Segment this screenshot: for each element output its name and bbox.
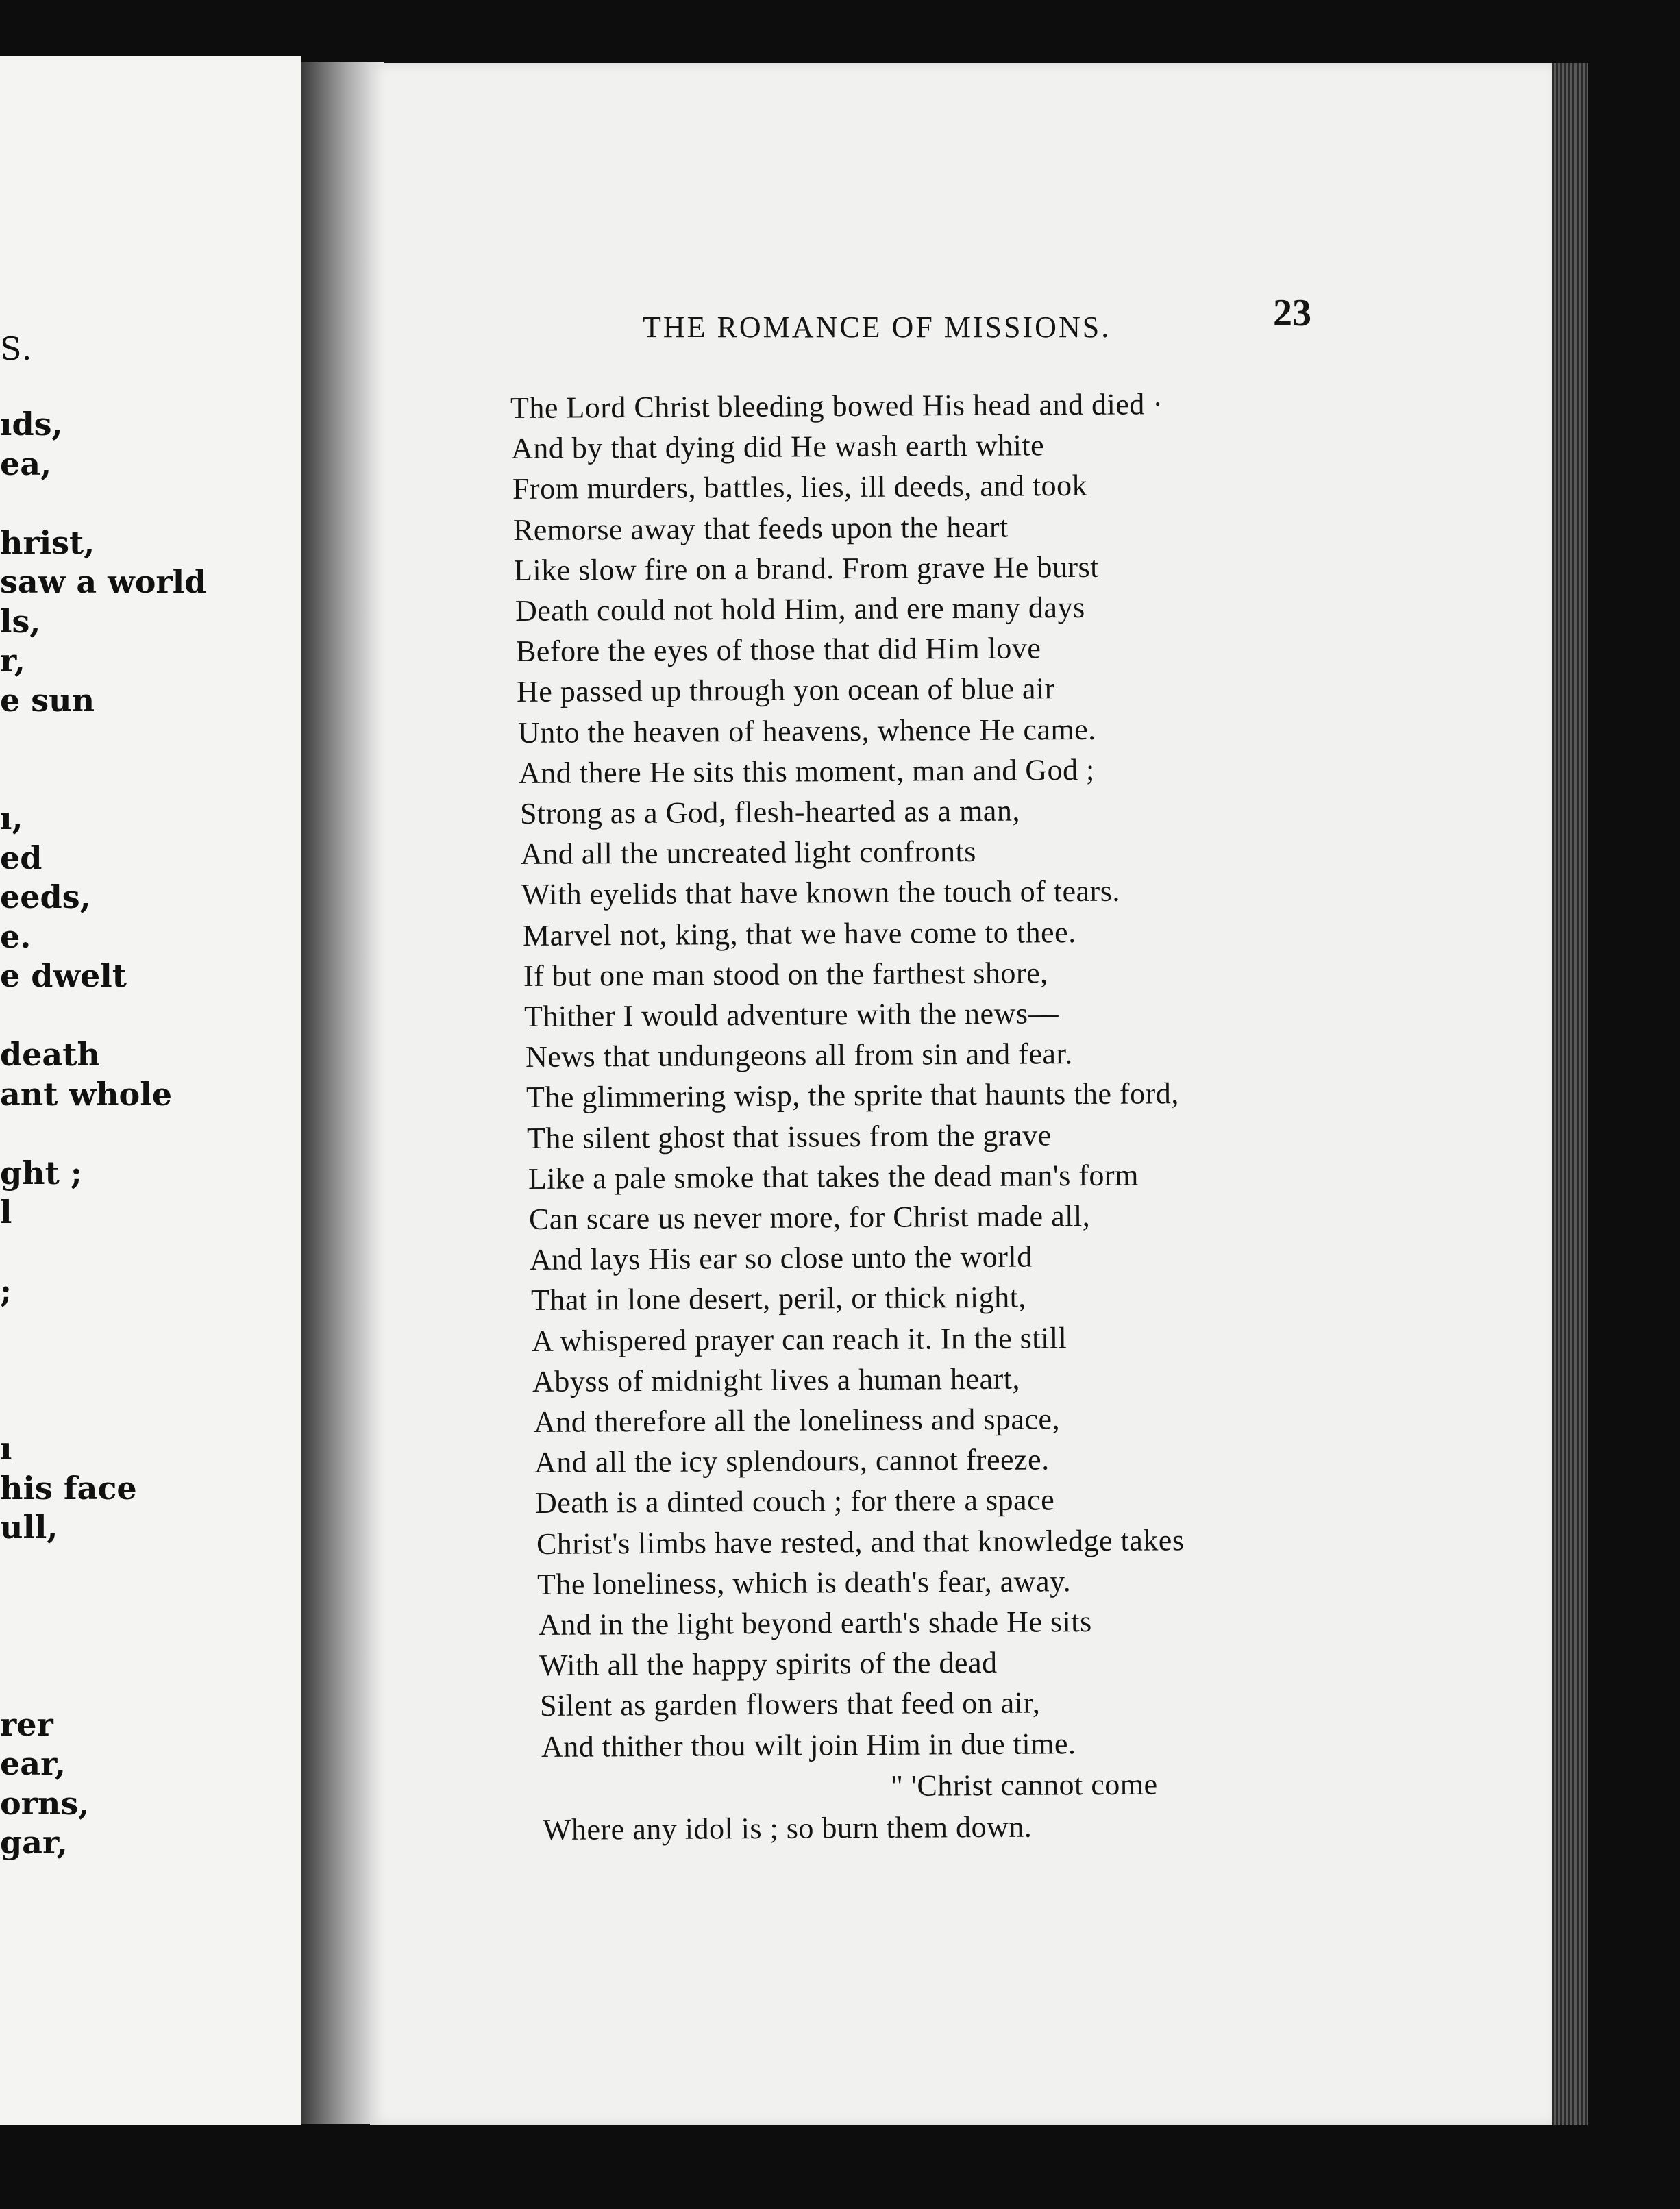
left-page-line: hrist, bbox=[0, 523, 95, 561]
left-page-line: l bbox=[0, 1194, 12, 1231]
poem-line: Before the eyes of those that did Him love bbox=[515, 631, 1041, 669]
poem-line: The loneliness, which is death's fear, away. bbox=[536, 1564, 1072, 1601]
poem-line: And all the uncreated light confronts bbox=[520, 835, 976, 872]
poem-line: Abyss of midnight lives a human heart, bbox=[532, 1361, 1021, 1398]
poem-line: Where any idol is ; so burn them down. bbox=[542, 1810, 1033, 1847]
poem-line: Christ's limbs have rested, and that knowledge takes bbox=[536, 1522, 1185, 1561]
poem-line: Death is a dinted couch ; for there a space bbox=[535, 1483, 1055, 1520]
poem-line: Marvel not, king, that we have come to thee. bbox=[522, 915, 1076, 952]
poem-line: If but one man stood on the farthest shore, bbox=[523, 956, 1048, 993]
left-page-line: ea, bbox=[0, 445, 52, 482]
left-page-line: ear, bbox=[0, 1745, 66, 1782]
left-page-line: ull, bbox=[0, 1509, 58, 1546]
left-page-line: eeds, bbox=[0, 878, 91, 915]
poem-line: And by that dying did He wash earth white bbox=[511, 428, 1045, 466]
left-running-head: S. bbox=[0, 330, 34, 367]
page-edge bbox=[1552, 63, 1588, 2125]
left-page-line: e dwelt bbox=[0, 957, 127, 994]
poem-line: The glimmering wisp, the sprite that haunts the ford, bbox=[526, 1076, 1179, 1115]
poem-line: Unto the heaven of heavens, whence He came. bbox=[517, 712, 1096, 750]
poem-line: Strong as a God, flesh-hearted as a man, bbox=[519, 793, 1020, 830]
left-page-line: ; bbox=[0, 1272, 12, 1309]
left-page-line: ıds, bbox=[0, 406, 63, 443]
poem-line: From murders, battles, lies, ill deeds, and took bbox=[512, 469, 1087, 506]
left-page-line: ls, bbox=[0, 602, 41, 640]
poem-line: With all the happy spirits of the dead bbox=[539, 1646, 998, 1683]
poem-line: A whispered prayer can reach it. In the still bbox=[531, 1320, 1067, 1358]
left-page-line: his face bbox=[0, 1469, 137, 1507]
left-page-line: saw a world bbox=[0, 563, 207, 600]
running-head: THE ROMANCE OF MISSIONS. bbox=[643, 310, 1111, 344]
left-facing-page bbox=[0, 56, 301, 2125]
poem-line: With eyelids that have known the touch of tears. bbox=[521, 874, 1121, 912]
poem-line: Remorse away that feeds upon the heart bbox=[512, 510, 1009, 547]
poem-line: Can scare us never more, for Christ made all, bbox=[528, 1198, 1091, 1236]
poem-line: Death could not hold Him, and ere many days bbox=[515, 590, 1085, 628]
left-page-line: ght ; bbox=[0, 1154, 82, 1192]
poem-line: He passed up through yon ocean of blue air bbox=[517, 671, 1056, 709]
left-page-line: e. bbox=[0, 917, 32, 955]
poem-line: And lays His ear so close unto the world bbox=[530, 1239, 1033, 1277]
poem-line: That in lone desert, peril, or thick night, bbox=[530, 1280, 1026, 1318]
poem-line: And in the light beyond earth's shade He sits bbox=[538, 1605, 1092, 1642]
left-page-line: ı bbox=[0, 1430, 12, 1467]
poem-line: Like a pale smoke that takes the dead man's form bbox=[528, 1158, 1139, 1196]
poem-line: And thither thou wilt join Him in due time. bbox=[541, 1726, 1076, 1764]
poem-line: Like slow fire on a brand. From grave He burst bbox=[514, 550, 1100, 587]
poem-line: And all the icy splendours, cannot freeze. bbox=[534, 1442, 1050, 1480]
poem-line: And therefore all the loneliness and space, bbox=[533, 1402, 1060, 1439]
left-page-line: ı, bbox=[0, 800, 23, 837]
page-number: 23 bbox=[1273, 292, 1311, 334]
left-page-line: death bbox=[0, 1036, 100, 1073]
poem-line: News that undungeons all from sin and fear. bbox=[525, 1037, 1073, 1074]
poem-line: The Lord Christ bleeding bowed His head and died · bbox=[510, 387, 1163, 425]
left-page-line: ant whole bbox=[0, 1075, 172, 1113]
poem-line: The silent ghost that issues from the grave bbox=[527, 1118, 1052, 1155]
left-page-line: e sun bbox=[0, 681, 95, 719]
left-page-line: ed bbox=[0, 839, 42, 876]
left-page-line: gar, bbox=[0, 1824, 68, 1861]
poem-line: Thither I would adventure with the news— bbox=[524, 996, 1059, 1033]
left-page-line: r, bbox=[0, 642, 25, 679]
poem-line: And there He sits this moment, man and God ; bbox=[518, 752, 1096, 790]
poem-line: " 'Christ cannot come bbox=[890, 1767, 1158, 1803]
poem-line: Silent as garden flowers that feed on air, bbox=[540, 1686, 1041, 1723]
left-page-line: orns, bbox=[0, 1784, 90, 1822]
left-page-line: rer bbox=[0, 1705, 53, 1743]
